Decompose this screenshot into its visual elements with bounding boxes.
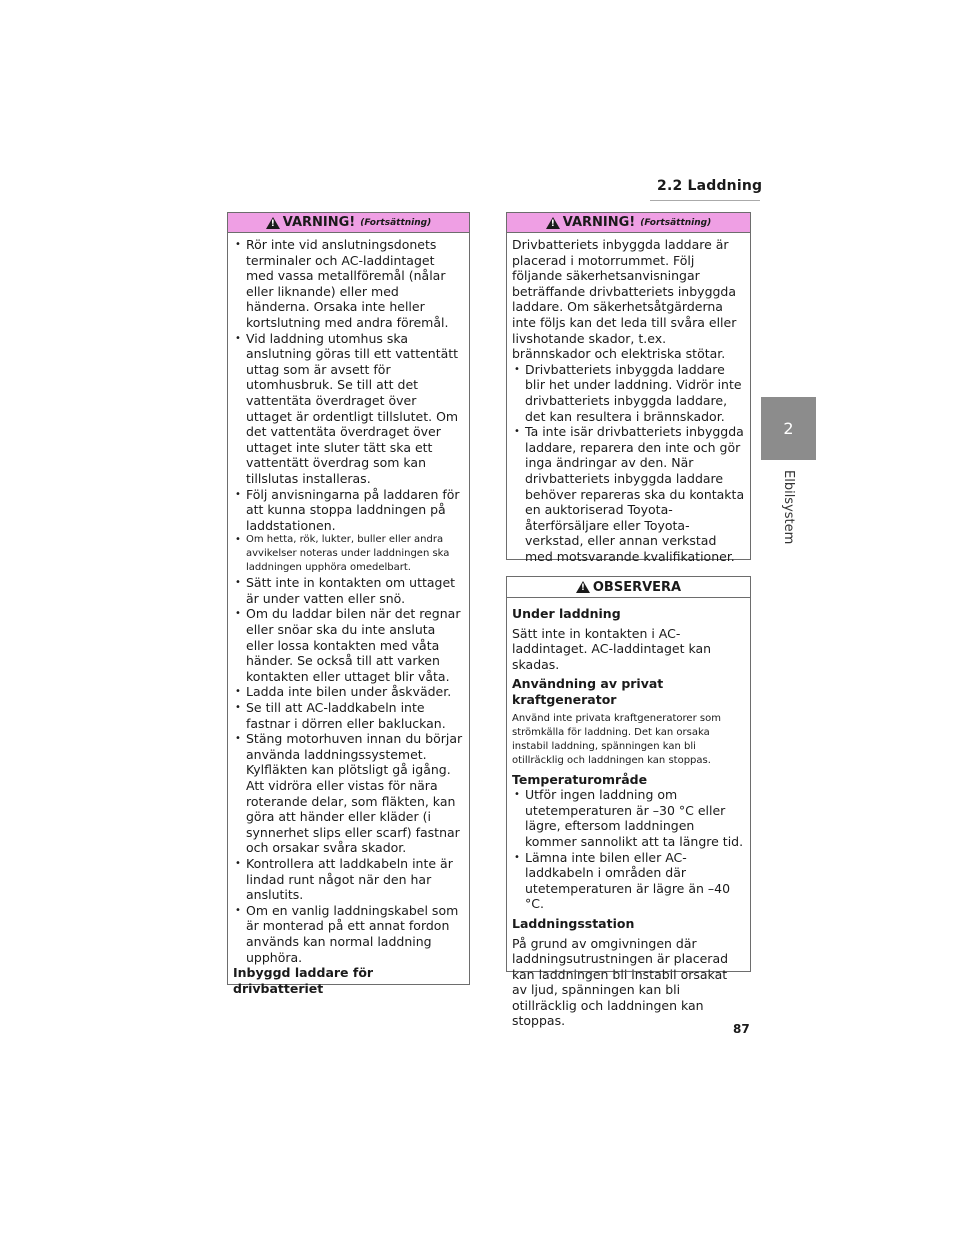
warning-subtitle: (Fortsättning) (640, 217, 712, 228)
warning-box-right (506, 212, 751, 564)
warning-icon (266, 217, 280, 229)
list-item: • Vid laddning utomhus ska anslutning göras till ett vattentätt uttag som är avsett för utomhusbruk. Se till att det vattentäta överdraget över uttaget är ordentligt tillslutet. Om det vattentäta överdraget över uttaget inte sluter tätt ska ett vattentätt överdrag som kan tillslutas installeras. (233, 331, 464, 487)
list-item: • Om en vanlig laddningskabel som är monterad på ett annat fordon används kan normal laddning upphöra. (233, 903, 464, 965)
observera-header (507, 577, 750, 598)
list-item: • Rör inte vid anslutningsdonets terminaler och AC-laddintaget med vassa metallföremål (nålar eller liknande) eller med händerna. Orsaka inte heller kortslutning med andra föremål. (233, 237, 464, 331)
section-heading: Temperaturområde (512, 771, 648, 787)
section-heading: Användning av privat kraftgenerator (512, 676, 664, 707)
observera-title: OBSERVERA (592, 579, 682, 595)
chapter-label: Elbilsystem (781, 470, 796, 545)
list-item: • Ladda inte bilen under åskväder. (233, 684, 464, 700)
list-item: • Sätt inte in kontakten om uttaget är under vatten eller snö. (233, 575, 464, 606)
page-number: 87 (733, 1022, 750, 1036)
list-item: • Ta inte isär drivbatteriets inbyggda laddare, reparera den inte och gör inga ändringar av den. När drivbatteriets inbyggda laddare behöver repareras ska du kontakta en auktoriserad Toyota-återförsäljare eller Toyota-verkstad, eller annan verkstad med motsvarande kvalifikationer. (512, 424, 745, 564)
list-item: • Följ anvisningarna på laddaren för att kunna stoppa laddningen på laddstationen. (233, 487, 464, 534)
list-item: • Utför ingen laddning om utetemperaturen är –30 °C eller lägre, eftersom laddningen kommer sannolikt att ta längre tid. (512, 787, 745, 849)
closing-heading: Inbyggd laddare för drivbatteriet (233, 965, 374, 996)
section-heading: Under laddning (512, 606, 621, 621)
list-item: • Lämna inte bilen eller AC-laddkabeln i områden där utetemperaturen är lägre än –40 °C. (512, 850, 745, 912)
list-item: • Om du laddar bilen när det regnar eller snöar ska du inte ansluta eller lossa kontakten med våta händer. Se också till att varken kontakten eller uttaget blir våta. (233, 606, 464, 684)
warning-intro: Drivbatteriets inbyggda laddare är placerad i motorrummet. Följ följande säkerhetsanvisningar beträffande drivbatteriets inbyggda laddare. Om säkerhetsåtgärderna inte följs kan det leda till svåra eller livshotande skador, t.ex. brännskador och elektriska stötar. (512, 237, 737, 362)
header-rule (650, 200, 760, 201)
list-item: • Om hetta, rök, lukter, buller eller andra avvikelser noteras under laddningen ska laddningen upphöra omedelbart. (233, 533, 464, 575)
list-item: • Kontrollera att laddkabeln inte är lindad runt något när den har anslutits. (233, 856, 464, 903)
section-header: 2.2 Laddning (657, 178, 763, 194)
list-item: • Stäng motorhuven innan du börjar använda laddningssystemet. Kylfläkten kan plötsligt gå igång. Att vidröra eller vistas för nära roterande delar, som fläkten, kan göra att händer eller kläder (i synnerhet slips eller scarf) fastnar och orsakar svåra skador. (233, 731, 464, 856)
caution-icon (576, 581, 590, 593)
warning-subtitle: (Fortsättning) (360, 217, 432, 228)
warning-header (228, 213, 469, 233)
section-text: På grund av omgivningen där laddningsutrustningen är placerad kan laddningen bli instabil orsakat av ljud, spänningen kan bli otillräcklig och laddningen kan stoppas. (512, 935, 729, 1029)
warning-title: VARNING! (282, 215, 356, 230)
section-text: Använd inte privata kraftgeneratorer som strömkälla för laddning. Det kan orsaka instabil laddning, spänningen kan bli otillräcklig och laddningen kan stoppas. (512, 712, 721, 766)
warning-box-left (227, 212, 470, 996)
chapter-tab: 2 (761, 397, 816, 460)
warning-icon (546, 217, 560, 229)
warning-title: VARNING! (562, 215, 636, 230)
section-heading: Laddningsstation (512, 915, 635, 931)
warning-header (507, 213, 750, 233)
section-text: Sätt inte in kontakten i AC-laddintaget. AC-laddintaget kan skadas. (512, 625, 712, 672)
list-item: • Se till att AC-laddkabeln inte fastnar i dörren eller bakluckan. (233, 700, 464, 731)
list-item: • Drivbatteriets inbyggda laddare blir het under laddning. Vidrör inte drivbatteriets inbyggda laddare, det kan resultera i brännskador. (512, 362, 745, 424)
